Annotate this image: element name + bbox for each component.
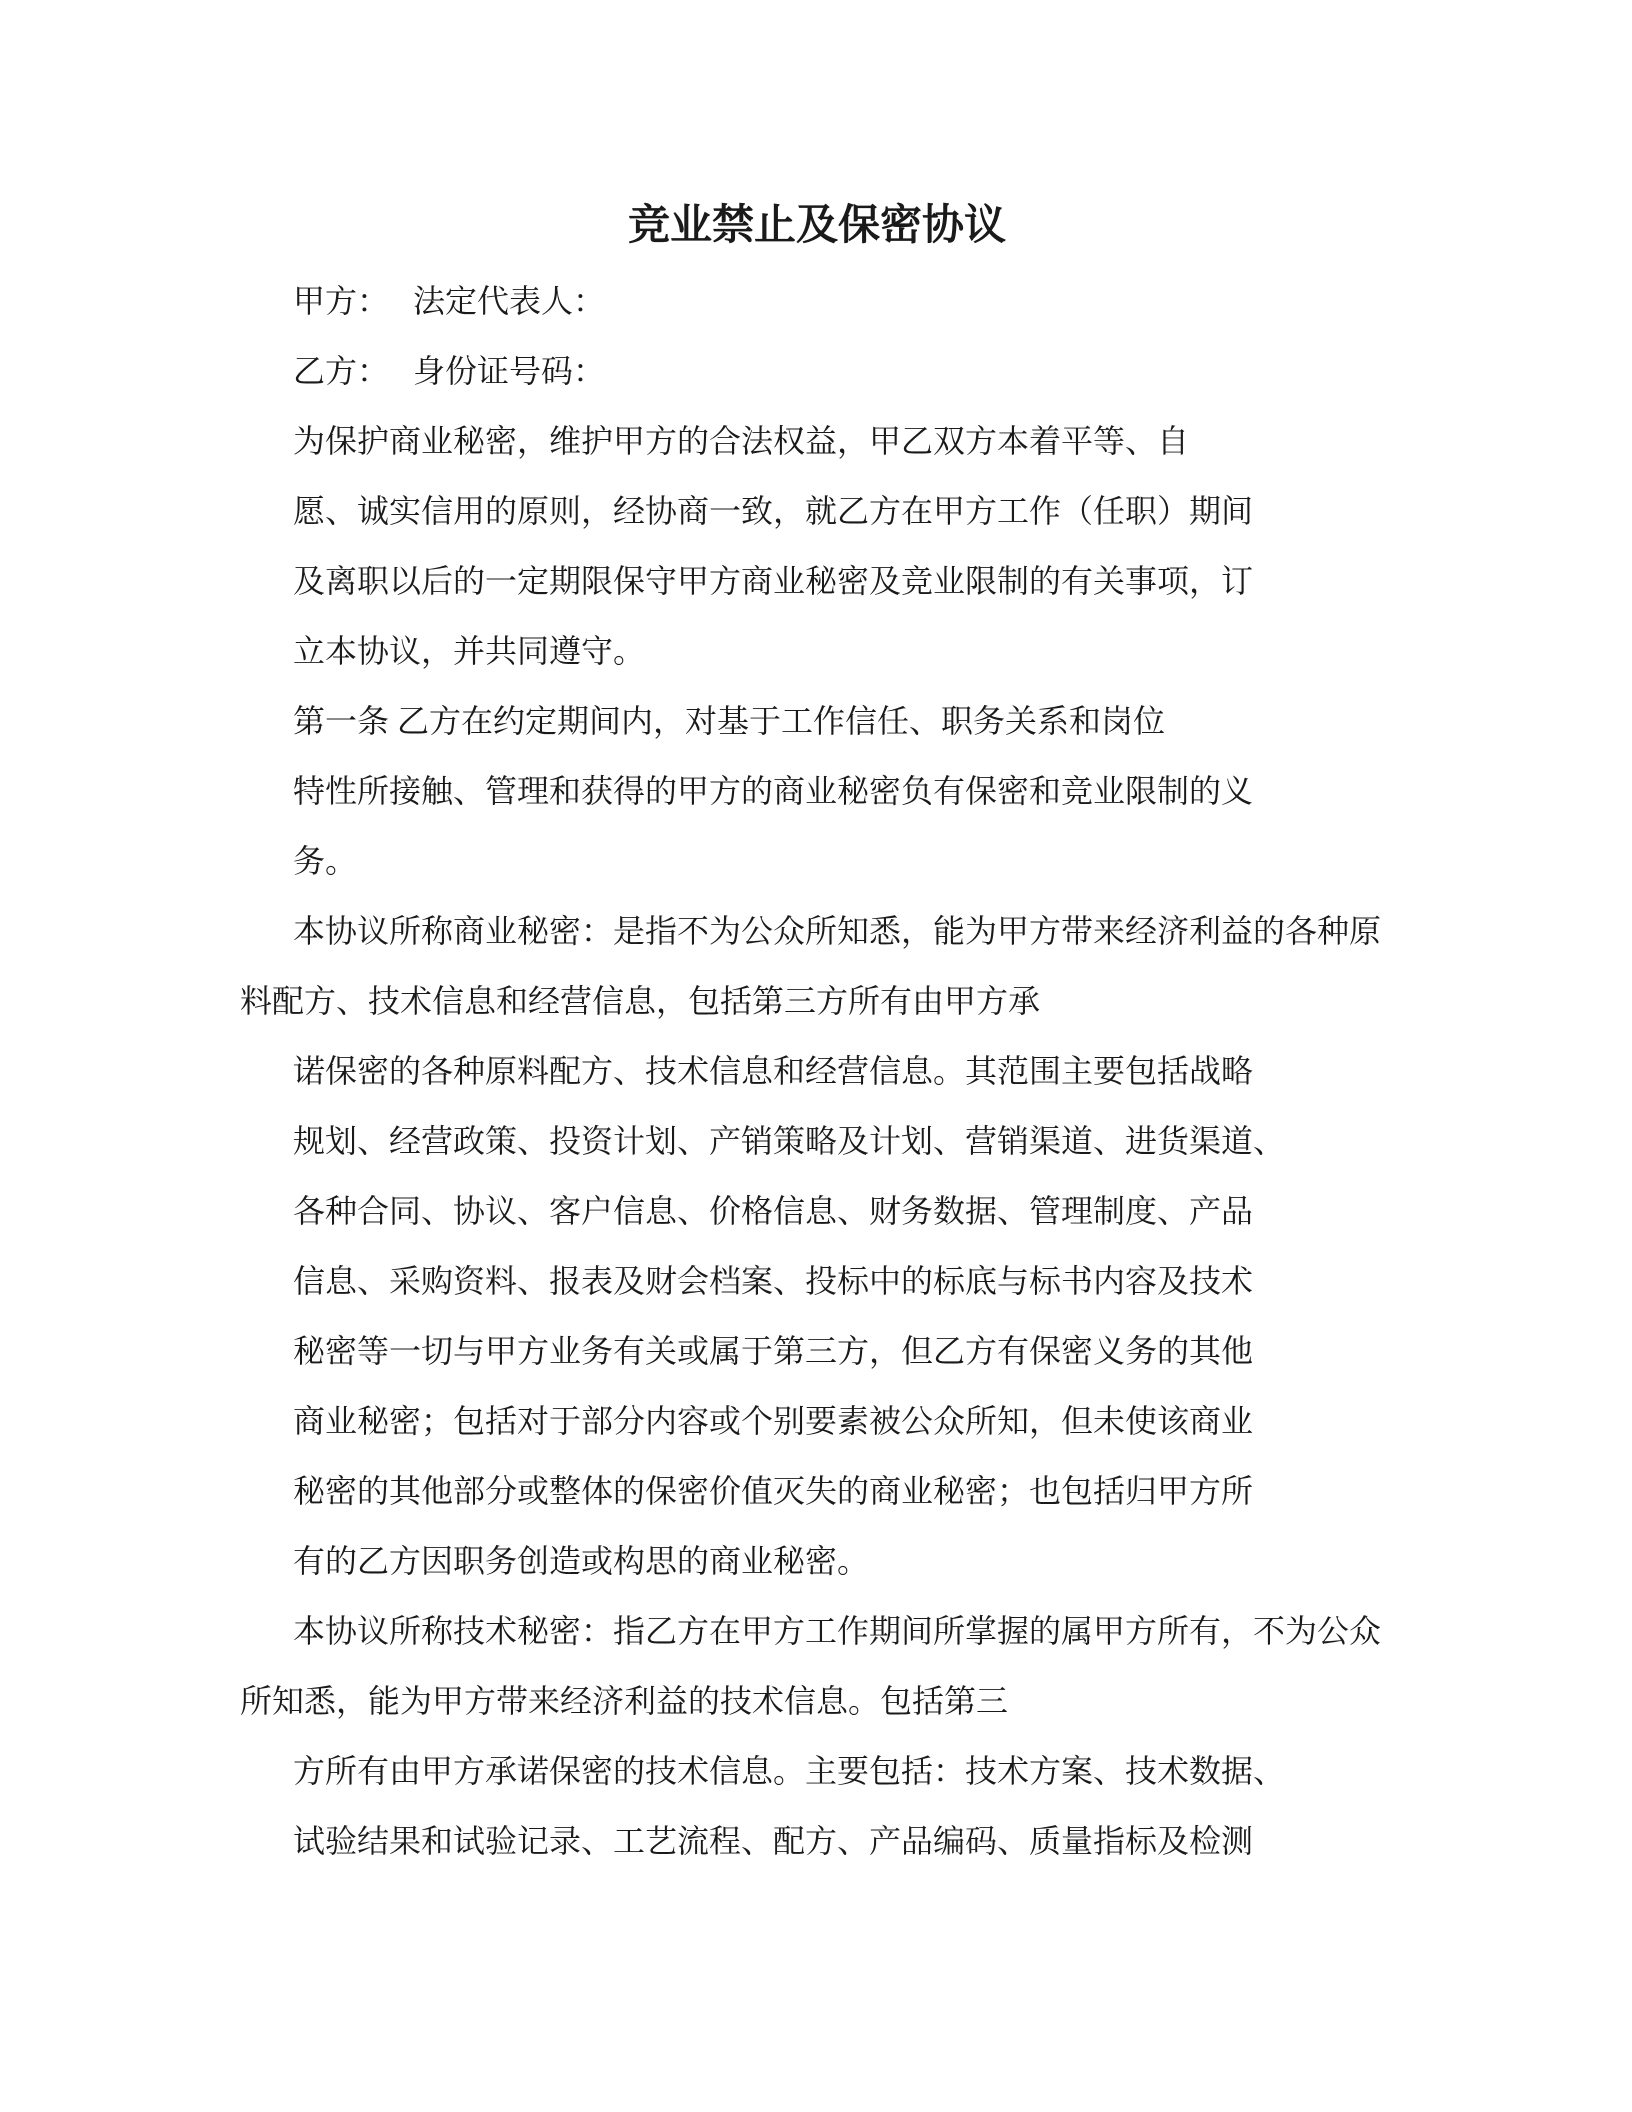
document-title: 竞业禁止及保密协议 <box>627 203 1006 249</box>
document-line: 及离职以后的一定期限保守甲方商业秘密及竞业限制的有关事项，订 <box>293 563 1254 599</box>
document-line: 特性所接触、管理和获得的甲方的商业秘密负有保密和竞业限制的义 <box>293 773 1254 809</box>
document-line: 有的乙方因职务创造或构思的商业秘密。 <box>293 1543 870 1579</box>
document-line: 诺保密的各种原料配方、技术信息和经营信息。其范围主要包括战略 <box>293 1053 1254 1089</box>
document-line: 为保护商业秘密，维护甲方的合法权益，甲乙双方本着平等、自 <box>293 423 1190 459</box>
document-line: 各种合同、协议、客户信息、价格信息、财务数据、管理制度、产品 <box>293 1193 1254 1229</box>
document-line: 立本协议，并共同遵守。 <box>293 633 646 669</box>
document-body <box>240 266 1394 1876</box>
document-line: 甲方： 法定代表人： <box>293 283 606 319</box>
document-line: 本协议所称技术秘密：指乙方在甲方工作期间所掌握的属甲方所有，不为公众 <box>293 1613 1382 1649</box>
document-line: 规划、经营政策、投资计划、产销策略及计划、营销渠道、进货渠道、 <box>293 1123 1286 1159</box>
document-line: 秘密的其他部分或整体的保密价值灭失的商业秘密；也包括归甲方所 <box>293 1473 1254 1509</box>
document-line: 秘密等一切与甲方业务有关或属于第三方，但乙方有保密义务的其他 <box>293 1333 1254 1369</box>
document-line: 本协议所称商业秘密：是指不为公众所知悉，能为甲方带来经济利益的各种原 <box>293 913 1382 949</box>
document-line: 所知悉，能为甲方带来经济利益的技术信息。包括第三 <box>240 1683 1009 1719</box>
document-line: 乙方： 身份证号码： <box>293 353 606 389</box>
document-line: 商业秘密；包括对于部分内容或个别要素被公众所知，但未使该商业 <box>293 1403 1254 1439</box>
document-line: 信息、采购资料、报表及财会档案、投标中的标底与标书内容及技术 <box>293 1263 1254 1299</box>
document-line: 第一条 乙方在约定期间内，对基于工作信任、职务关系和岗位 <box>293 703 1166 739</box>
document-line: 务。 <box>293 843 358 879</box>
document-line: 料配方、技术信息和经营信息，包括第三方所有由甲方承 <box>240 983 1041 1019</box>
document-line: 方所有由甲方承诺保密的技术信息。主要包括：技术方案、技术数据、 <box>293 1753 1286 1789</box>
document-line: 愿、诚实信用的原则，经协商一致，就乙方在甲方工作（任职）期间 <box>293 493 1254 529</box>
document-line: 试验结果和试验记录、工艺流程、配方、产品编码、质量指标及检测 <box>293 1823 1254 1859</box>
